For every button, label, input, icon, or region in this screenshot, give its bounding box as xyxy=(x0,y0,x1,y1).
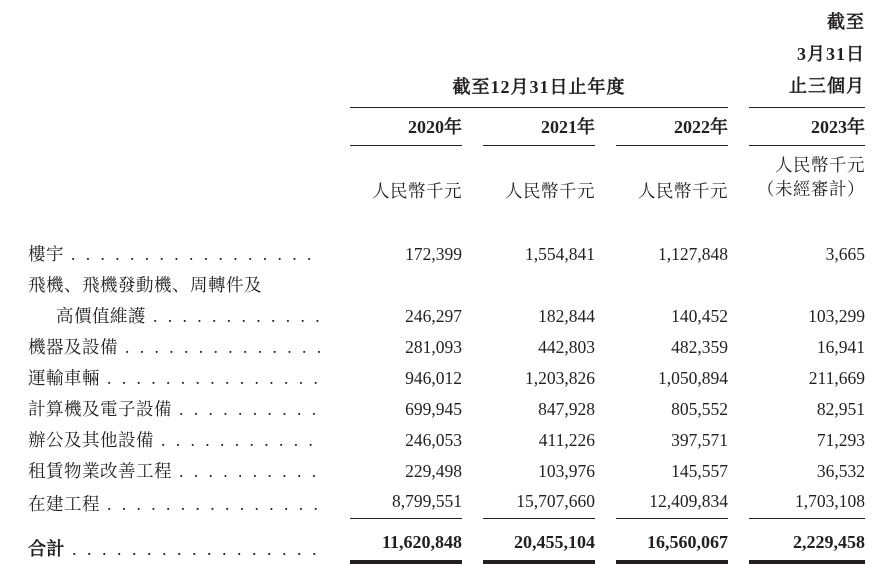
cell-value: 20,455,104 xyxy=(483,519,595,564)
dot-leader xyxy=(72,534,323,564)
row-label: 機器及設備 xyxy=(28,337,118,357)
cell-value: 699,945 xyxy=(405,399,462,419)
cell-value: 1,203,826 xyxy=(525,368,595,388)
unaudited-note: （未經審計） xyxy=(757,179,865,199)
cell-value: 16,560,067 xyxy=(616,519,728,564)
table-row xyxy=(28,456,865,487)
row-label: 辦公及其他設備 xyxy=(28,430,154,450)
cell-value: 103,299 xyxy=(808,306,865,326)
cell-value: 246,053 xyxy=(405,430,462,450)
dot-leader xyxy=(161,425,323,456)
dot-leader xyxy=(107,490,323,519)
row-label-cell xyxy=(28,526,329,564)
dot-leader xyxy=(153,301,323,332)
cell-value: 8,799,551 xyxy=(350,487,462,519)
row-label: 高價值維護 xyxy=(56,306,146,326)
unit-label-2022: 人民幣千元 xyxy=(638,181,728,201)
cell-value: 172,399 xyxy=(405,244,462,264)
cell-value: 36,532 xyxy=(816,461,865,481)
row-label: 合計 xyxy=(28,539,65,559)
cell-value: 15,707,660 xyxy=(483,487,595,519)
annual-period-label: 截至12月31日止年度 xyxy=(452,77,626,97)
cell-value: 182,844 xyxy=(538,306,595,326)
row-label-cell xyxy=(28,270,329,301)
cell-value: 847,928 xyxy=(538,399,595,419)
row-label: 運輸車輛 xyxy=(28,368,100,388)
table-row xyxy=(28,239,865,270)
cell-value: 1,127,848 xyxy=(658,244,728,264)
year-column-2021: 2021年 xyxy=(483,108,595,146)
row-label-cell xyxy=(28,239,329,270)
year-column-2020: 2020年 xyxy=(350,108,462,146)
row-label: 飛機、飛機發動機、周轉件及 xyxy=(28,275,262,295)
table-row xyxy=(28,332,865,363)
row-label-cell xyxy=(28,425,329,456)
cell-value: 82,951 xyxy=(816,399,865,419)
table-row xyxy=(28,394,865,425)
table-row xyxy=(28,363,865,394)
cell-value: 482,359 xyxy=(671,337,728,357)
annual-period-header xyxy=(350,72,728,108)
cell-value: 16,941 xyxy=(816,337,865,357)
dot-leader xyxy=(125,332,323,363)
row-label-cell xyxy=(28,363,329,394)
table-body xyxy=(28,239,865,564)
unit-text: 人民幣千元 xyxy=(775,155,865,175)
year-column-2022: 2022年 xyxy=(616,108,728,146)
row-label-cell xyxy=(28,456,329,487)
dot-leader xyxy=(71,239,323,270)
cell-value: 411,226 xyxy=(538,430,595,450)
cell-value: 12,409,834 xyxy=(616,487,728,519)
cell-value: 11,620,848 xyxy=(350,519,462,564)
cell-value: 103,976 xyxy=(538,461,595,481)
year-header-row xyxy=(28,108,865,146)
quarter-period-line2: 3月31日 xyxy=(797,44,865,64)
row-label: 租賃物業改善工程 xyxy=(28,461,172,481)
cell-value: 71,293 xyxy=(816,430,865,450)
cell-value: 145,557 xyxy=(671,461,728,481)
cell-value: 1,703,108 xyxy=(749,487,865,519)
cell-value: 246,297 xyxy=(405,306,462,326)
unit-header-row xyxy=(28,146,865,202)
cell-value: 140,452 xyxy=(671,306,728,326)
table-period-header xyxy=(28,6,865,108)
row-label: 樓宇 xyxy=(28,244,64,264)
row-label: 計算機及電子設備 xyxy=(28,399,172,419)
unit-label-2023 xyxy=(749,146,865,202)
cell-value: 1,554,841 xyxy=(525,244,595,264)
cell-value: 397,571 xyxy=(671,430,728,450)
row-label-cell xyxy=(28,394,329,425)
row-label-cell xyxy=(28,490,329,519)
cell-value: 442,803 xyxy=(538,337,595,357)
unit-label-2021: 人民幣千元 xyxy=(505,181,595,201)
table-row xyxy=(28,301,865,332)
year-column-2023: 2023年 xyxy=(749,108,865,146)
table-row xyxy=(28,519,865,564)
quarter-period-header xyxy=(749,6,865,108)
dot-leader xyxy=(107,363,323,394)
row-label: 在建工程 xyxy=(28,494,100,514)
dot-leader xyxy=(179,394,323,425)
table-row xyxy=(28,425,865,456)
table-row xyxy=(28,270,865,301)
row-label-cell xyxy=(28,301,329,332)
row-label-cell xyxy=(28,332,329,363)
cell-value: 805,552 xyxy=(671,399,728,419)
table-row xyxy=(28,487,865,519)
cell-value: 2,229,458 xyxy=(749,519,865,564)
cell-value: 946,012 xyxy=(405,368,462,388)
cell-value: 3,665 xyxy=(825,244,865,264)
cell-value: 281,093 xyxy=(405,337,462,357)
cell-value: 229,498 xyxy=(405,461,462,481)
unit-label-2020: 人民幣千元 xyxy=(372,181,462,201)
cell-value: 211,669 xyxy=(808,368,865,388)
quarter-period-line1: 截至 xyxy=(827,12,865,32)
quarter-period-line3: 止三個月 xyxy=(789,76,865,96)
dot-leader xyxy=(179,456,323,487)
cell-value: 1,050,894 xyxy=(658,368,728,388)
